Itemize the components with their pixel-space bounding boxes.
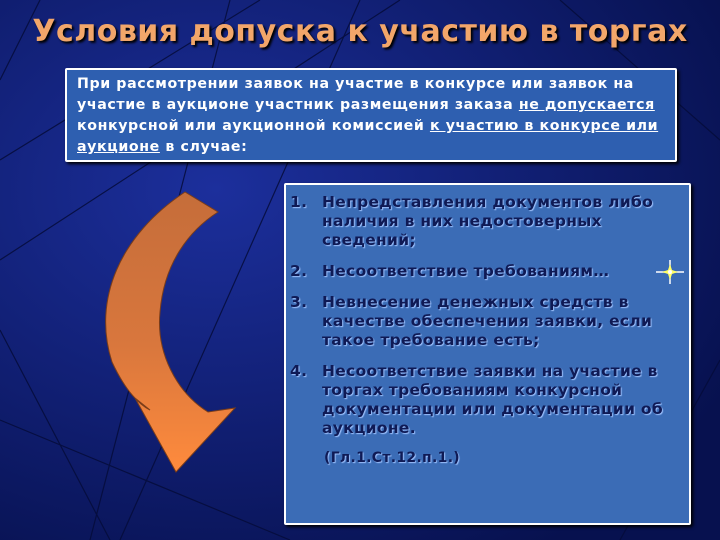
list-item (290, 293, 679, 350)
intro-underlined-participation: к участию в конкурсе или аукционе (77, 118, 659, 155)
list-item (290, 362, 679, 438)
intro-text-part3: в случае: (159, 139, 248, 155)
intro-text-part1: При рассмотрении заявок на участие в конкурсе или заявок на участие в аукционе участник размещения заказа (77, 76, 634, 113)
item-text: Несоответствие заявки на участие в торгах требованиям конкурсной документации или документации об аукционе. (322, 362, 664, 437)
conditions-list (290, 193, 679, 438)
item-text: Непредставления документов либо наличия в них недостоверных сведений; (322, 193, 654, 249)
item-text: Невнесение денежных средств в качестве обеспечения заявки, если такое требование есть; (322, 293, 653, 349)
list-item (290, 262, 679, 281)
intro-text-part2: конкурсной или аукционной комиссией (77, 118, 430, 134)
intro-box (65, 68, 677, 162)
item-number: 1. (290, 193, 308, 211)
conditions-panel (284, 183, 691, 525)
item-number: 3. (290, 293, 308, 311)
list-item (290, 193, 679, 250)
slide-title: Условия допуска к участию в торгах (32, 14, 688, 49)
sparkle-icon (656, 258, 684, 286)
item-number: 2. (290, 262, 308, 280)
law-reference: (Гл.1.Ст.12.п.1.) (324, 450, 461, 466)
item-text: Несоответствие требованиям… (322, 262, 610, 280)
item-number: 4. (290, 362, 308, 380)
intro-underlined-not-admitted: не допускается (518, 97, 655, 113)
